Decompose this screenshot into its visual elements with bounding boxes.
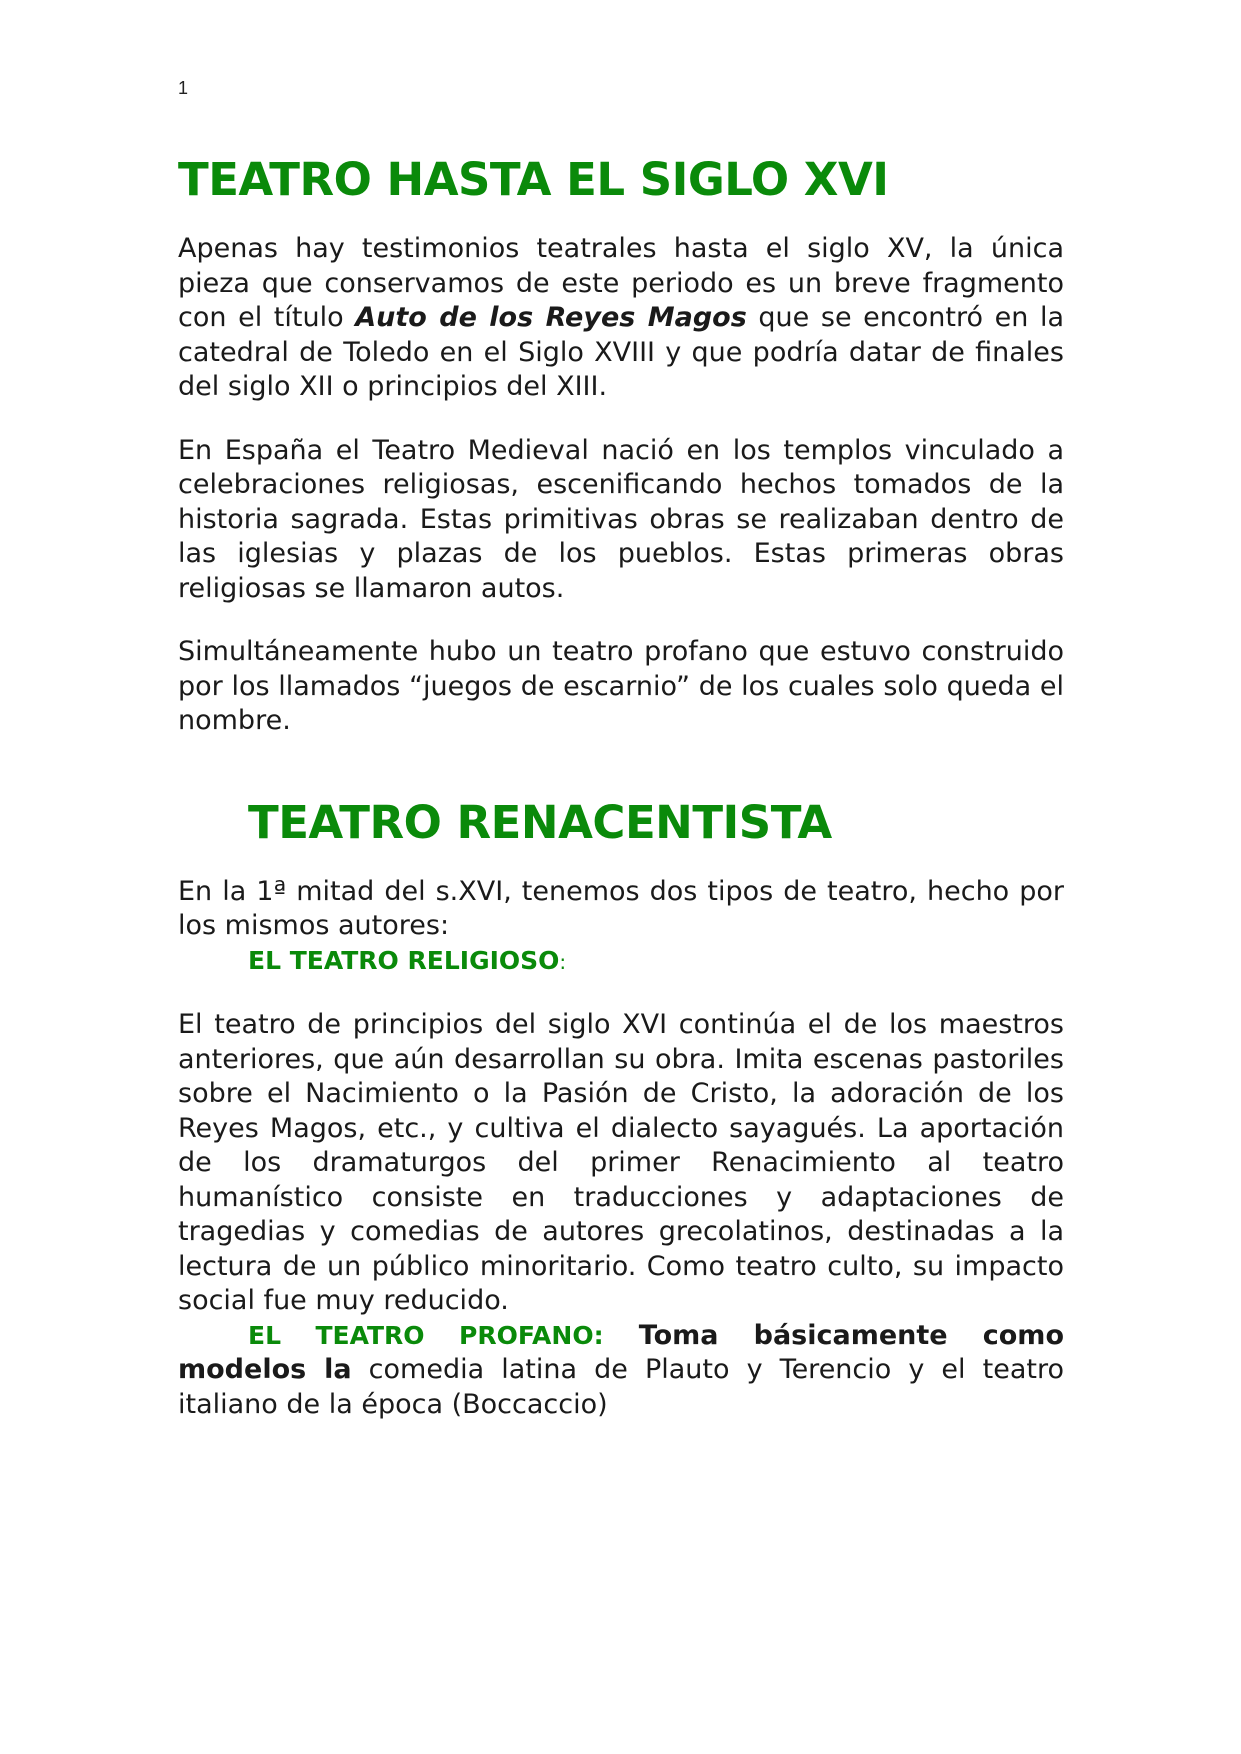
document-content <box>178 150 1064 1422</box>
work-title-auto-reyes-magos: Auto de los Reyes Magos <box>355 302 747 333</box>
paragraph-testimonios <box>178 232 1064 405</box>
paragraph-teatro-profano <box>178 1319 1064 1423</box>
paragraph-teatro-medieval: En España el Teatro Medieval nació en los templos vinculado a celebraciones religiosas, escenificando hechos tomados de la historia sagrada. Estas primitivas obras se realizaban dentro de las iglesias y plazas de los pueblos. Estas primeras obras religiosas se llamaron autos. <box>178 434 1064 604</box>
paragraph-teatro-profano-medieval: Simultáneamente hubo un teatro profano que estuvo construido por los llamados “juegos de escarnio” de los cuales solo queda el nombre. <box>178 636 1064 736</box>
section-title-teatro-hasta-siglo-xvi: TEATRO HASTA EL SIGLO XVI <box>178 153 889 206</box>
subheading-teatro-religioso <box>178 944 1064 980</box>
paragraph-text: Apenas hay testimonios teatrales hasta el siglo XV, la única pieza que conservamos de este periodo es un breve fragmento con el título <box>178 233 1064 333</box>
bold-lead-text: Toma básicamente como modelos la <box>178 1319 1064 1385</box>
section-title-teatro-renacentista: TEATRO RENACENTISTA <box>248 795 832 849</box>
subheading-teatro-profano: EL TEATRO PROFANO: <box>248 1320 604 1350</box>
paragraph-intro-renacentista: En la 1ª mitad del s.XVI, tenemos dos tipos de teatro, hecho por los mismos autores: <box>178 875 1064 941</box>
subheading-colon: : <box>559 949 567 974</box>
paragraph-teatro-religioso: El teatro de principios del siglo XVI continúa el de los maestros anteriores, que aún desarrollan su obra. Imita escenas pastoriles sobre el Nacimiento o la Pasión de Cristo, la adoración de los Reyes Magos, etc., y cultiva el dialecto sayagués. La aportación de los dramaturgos del primer Renacimiento al teatro humanístico consiste en traducciones y adaptaciones de tragedias y comedias de autores grecolatinos, destinadas a la lectura de un público minoritario. Como teatro culto, su impacto social fue muy reducido. <box>178 1009 1064 1316</box>
paragraph-text: que se encontró en la catedral de Toledo en el Siglo XVIII y que podría datar de finales del siglo XII o principios del XIII. <box>178 302 1064 402</box>
page-number: 1 <box>178 78 189 98</box>
paragraph-text: comedia latina de Plauto y Terencio y el teatro italiano de la época (Boccaccio) <box>178 1354 1064 1420</box>
subheading-label: EL TEATRO RELIGIOSO <box>248 945 560 975</box>
